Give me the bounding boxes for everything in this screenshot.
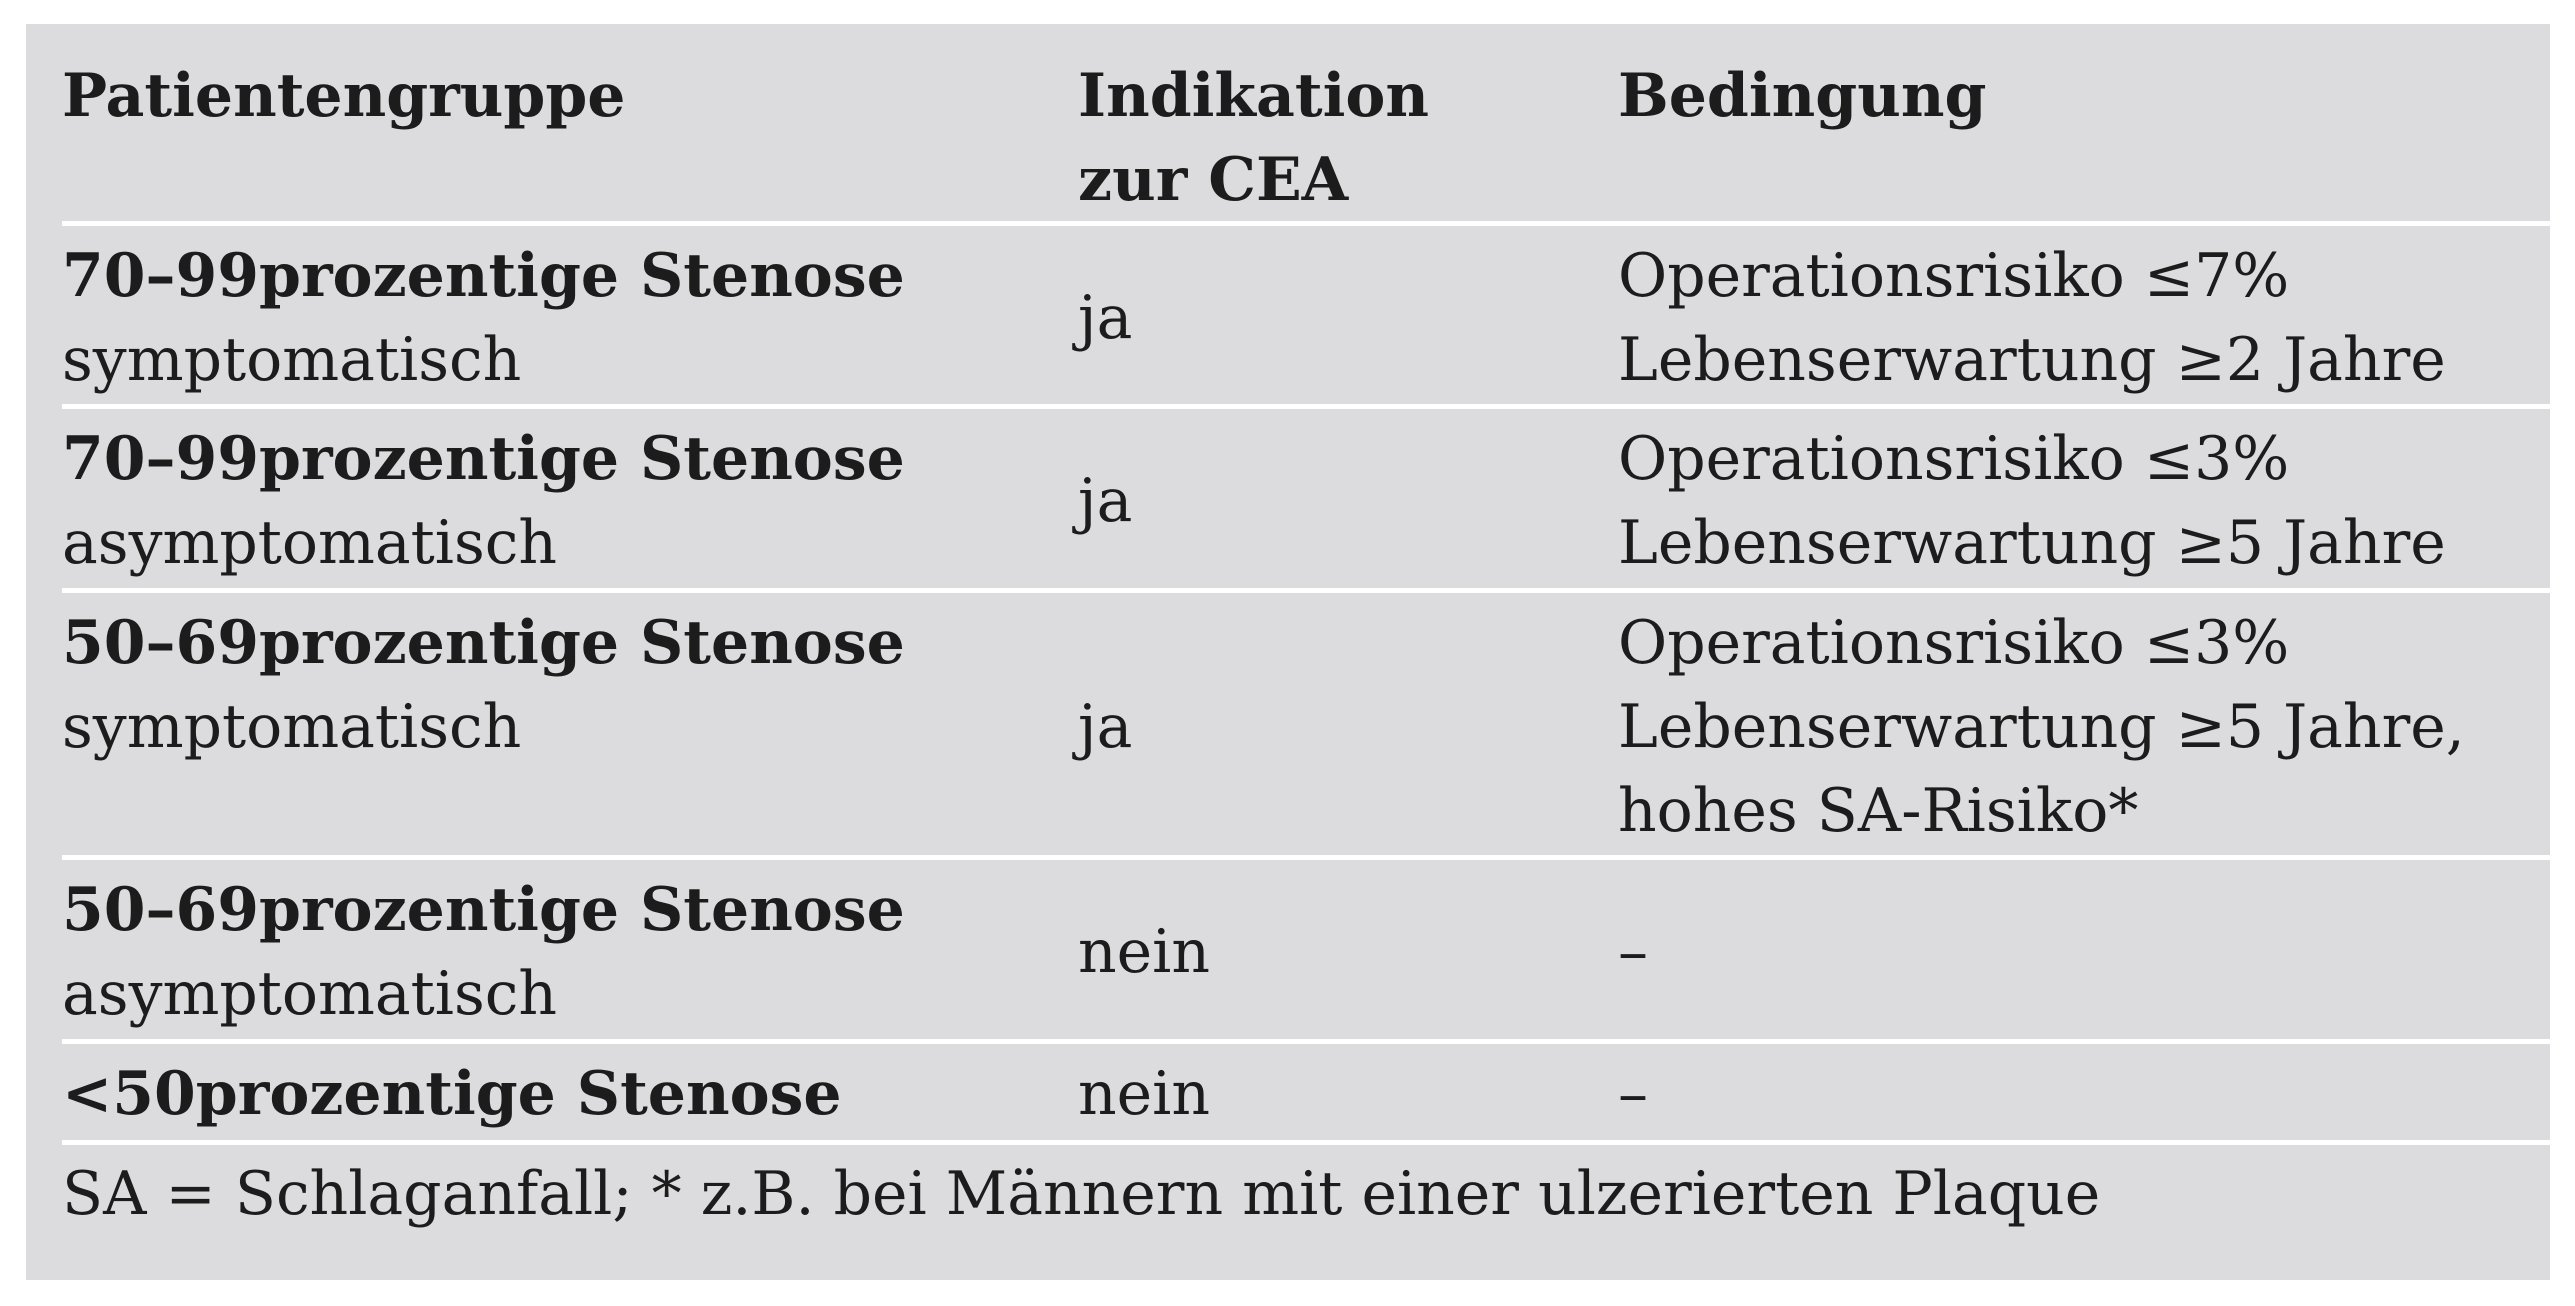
row-1-condition-line1: Operationsrisiko ≤7% [1618, 241, 2290, 311]
header-indikation [1078, 54, 1429, 222]
row-3-group-label: 50–69prozentige Stenose [62, 608, 905, 678]
row-3-condition-line2: Lebenserwartung ≥5 Jahre, [1618, 692, 2465, 762]
row-3-condition-line1: Operationsrisiko ≤3% [1618, 608, 2290, 678]
row-4-indication: nein [1078, 917, 1210, 987]
row-5-group-label: <50prozentige Stenose [62, 1059, 842, 1129]
row-4-condition: – [1618, 917, 1648, 987]
row-1-subtype: symptomatisch [62, 325, 522, 395]
table-row-1-group [62, 234, 905, 402]
row-divider [62, 404, 2550, 409]
header-indikation-line2: zur CEA [1078, 145, 1349, 215]
row-divider [62, 855, 2550, 860]
row-divider [62, 588, 2550, 593]
row-2-subtype: asymptomatisch [62, 508, 557, 578]
row-3-subtype: symptomatisch [62, 692, 522, 762]
row-divider [62, 1039, 2550, 1044]
table-panel [26, 24, 2550, 1280]
table-row-3-group [62, 601, 905, 769]
row-3-indication: ja [1078, 692, 1133, 762]
row-2-indication: ja [1078, 466, 1133, 536]
header-divider [62, 221, 2550, 226]
row-1-indication: ja [1078, 283, 1133, 353]
header-bedingung: Bedingung [1618, 61, 1987, 131]
row-3-condition [1618, 601, 2465, 853]
row-2-group-label: 70–99prozentige Stenose [62, 424, 905, 494]
row-2-condition-line2: Lebenserwartung ≥5 Jahre [1618, 508, 2446, 578]
row-4-group-label: 50–69prozentige Stenose [62, 875, 905, 945]
footnote: SA = Schlaganfall; * z.B. bei Männern mit einer ulzerierten Plaque [62, 1159, 2101, 1229]
footnote-divider [62, 1140, 2550, 1145]
table-row-4-group [62, 868, 905, 1036]
row-2-condition-line1: Operationsrisiko ≤3% [1618, 424, 2290, 494]
row-1-condition-line2: Lebenserwartung ≥2 Jahre [1618, 325, 2446, 395]
row-1-condition [1618, 234, 2446, 402]
row-5-condition: – [1618, 1059, 1648, 1129]
row-5-indication: nein [1078, 1059, 1210, 1129]
row-2-condition [1618, 417, 2446, 585]
row-3-condition-line3: hohes SA-Risiko* [1618, 776, 2139, 846]
header-patientengruppe: Patientengruppe [62, 61, 626, 131]
table-row-2-group [62, 417, 905, 585]
row-4-subtype: asymptomatisch [62, 959, 557, 1029]
row-1-group-label: 70–99prozentige Stenose [62, 241, 905, 311]
header-indikation-line1: Indikation [1078, 61, 1430, 131]
